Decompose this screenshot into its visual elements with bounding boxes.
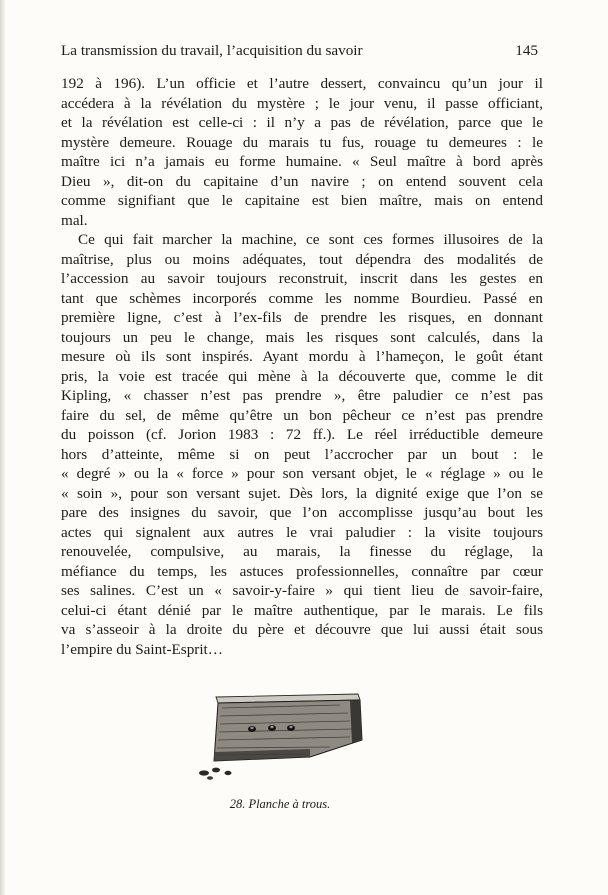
figure-illustration [190,686,370,786]
text-line: l’empire du Saint-Esprit… [61,640,223,658]
text-line: mystère demeure. Rouage du marais tu fus, rouage tu demeures : le [61,133,543,151]
text-line: pris, la voie est tracée qui mène à la découverte que, comme le dit [61,367,543,385]
page-gutter-edge [0,0,6,895]
text-line: actes qui signalent aux autres le vrai paludier : la visite toujours [61,523,543,541]
text-line: accédera à la révélation du mystère ; le jour venu, il passe officiant, [61,94,543,112]
body-text [61,74,543,659]
page-number: 145 [515,42,538,59]
text-line: comme signifiant que le capitaine est bien maître, mais on entend [61,192,543,210]
text-line: Ce qui fait marcher la machine, ce sont ces formes illusoires de la [78,231,543,249]
paragraph [61,74,543,230]
text-line: mesure où ils sont inspirés. Ayant mordu à l’hameçon, le goût étant [61,348,543,366]
text-line: renouvelée, compulsive, au marais, la finesse du réglage, la [61,543,543,561]
text-line: « soin », pour son versant sujet. Dès lors, la dignité exige que l’on se [61,484,543,502]
text-line: et la révélation est celle-ci : il n’y a pas de révélation, parce que le [61,114,543,132]
text-line: mal. [61,211,88,229]
text-line: Dieu », dit-on du capitaine d’un navire ; on entend souvent cela [61,172,543,190]
text-line: faire du sel, de même qu’être un bon pêcheur ce n’est pas prendre [61,406,543,424]
text-line: méfiance du temps, les astuces professionnelles, connaître par cœur [61,562,543,580]
perforated-board-drawing [190,686,370,786]
text-line: première ligne, c’est à l’ex-fils de prendre les risques, en donnant [61,309,543,327]
running-header [61,40,538,62]
text-line: Kipling, « chasser n’est pas prendre », être paludier ce n’est pas [61,387,543,405]
text-line: hors d’atteinte, même si on peut l’accrocher par un bout : le [61,445,543,463]
text-line: va s’asseoir à la droite du père et découvre que lui aussi était sous [61,621,543,639]
text-line: « degré » ou la « force » pour son versant objet, le « réglage » ou le [61,465,543,483]
figure-caption: 28. Planche à trous. [229,797,331,811]
text-line: maître ici n’a jamais eu forme humaine. « Seul maître à bord après [61,153,543,171]
text-line: pare des insignes du savoir, que l’on accomplisse jusqu’au bout les [61,504,543,522]
text-line: ses salines. C’est un « savoir-y-faire » qui tient lieu de savoir-faire, [61,582,543,600]
text-line: du poisson (cf. Jorion 1983 : 72 ff.). Le réel irréductible demeure [61,426,543,444]
text-line: toujours un peu le change, mais les risques sont calculés, dans la [61,328,543,346]
text-line: celui-ci étant dénié par le maître authentique, par le marais. Le fils [61,601,543,619]
text-line: tant que schèmes incorporés comme les nomme Bourdieu. Passé en [61,289,543,307]
text-line: maîtrise, plus ou moins adéquates, tout dépendra des modalités de [61,250,543,268]
paragraph [61,230,543,659]
text-line: 192 à 196). L’un officie et l’autre dessert, convaincu qu’un jour il [61,75,543,92]
running-title: La transmission du travail, l’acquisition du savoir [61,42,363,59]
text-line: l’accession au savoir toujours reconstruit, inscrit dans les gestes en [61,270,543,288]
